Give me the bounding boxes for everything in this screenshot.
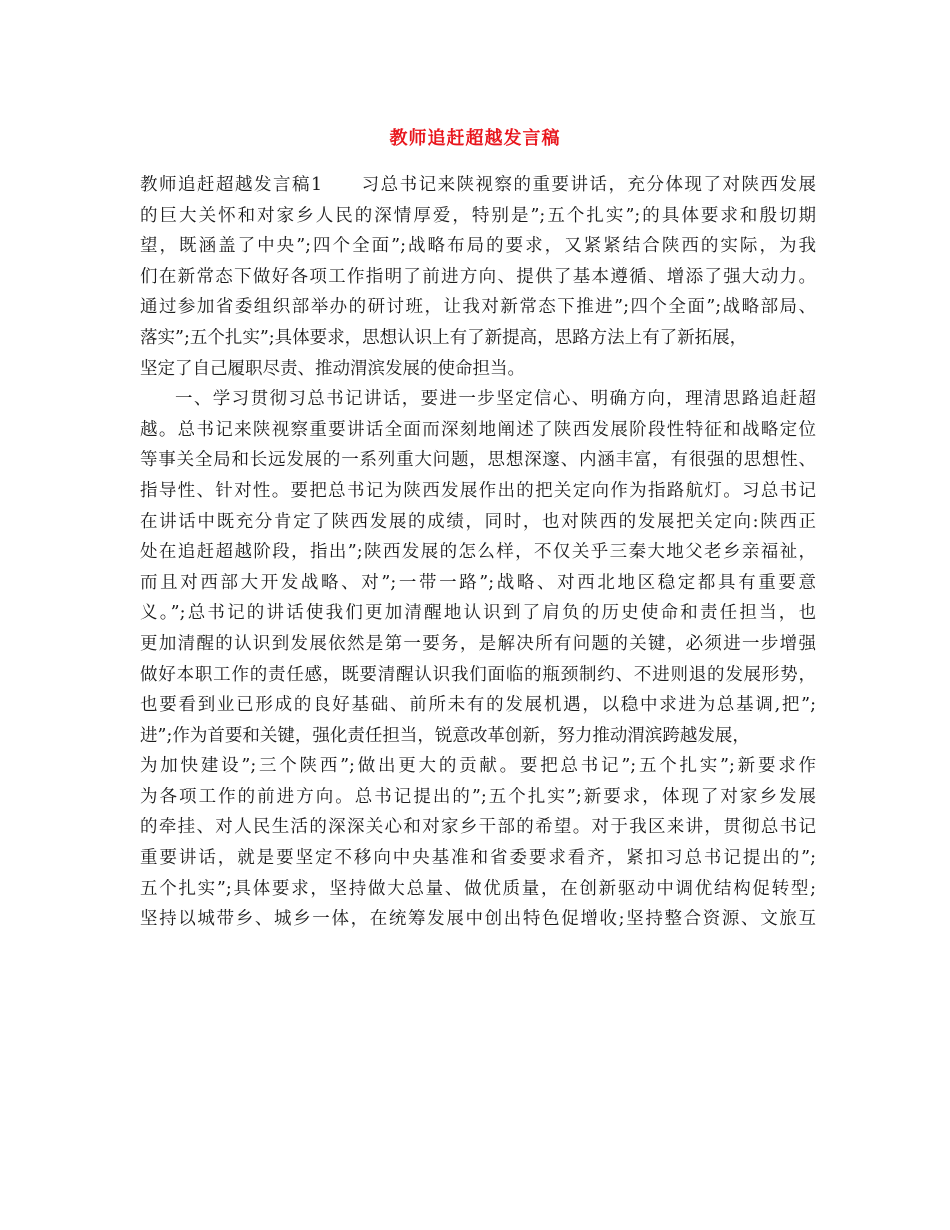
text-line: 等事关全局和长远发展的一系列重大问题，思想深邃、内涵丰富，有很强的思想性、 xyxy=(140,450,816,471)
text-line: 更加清醒的认识到发展依然是第一要务，是解决所有问题的关键，必须进一步增强 xyxy=(140,633,816,654)
text-line: 做好本职工作的责任感，既要清醒认识我们面临的瓶颈制约、不进则退的发展形势， xyxy=(140,664,816,685)
document-body xyxy=(140,170,816,935)
text-line: 为各项工作的前进方向。总书记提出的”;五个扎实”;新要求，体现了对家乡发展 xyxy=(140,786,816,807)
text-line: 们在新常态下做好各项工作指明了前进方向、提供了基本遵循、增添了强大动力。 xyxy=(140,266,816,287)
text-line: 教师追赶超越发言稿1 习总书记来陕视察的重要讲话，充分体现了对陕西发展 xyxy=(140,175,816,195)
text-line: 落实”;五个扎实”;具体要求，思想认识上有了新提高，思路方法上有了新拓展， xyxy=(140,327,748,348)
text-line: 望，既涵盖了中央”;四个全面”;战略布局的要求，又紧紧结合陕西的实际，为我 xyxy=(140,236,816,257)
text-line: 通过参加省委组织部举办的研讨班，让我对新常态下推进”;四个全面”;战略部局、 xyxy=(140,297,816,318)
paragraph-first-line: 一、学习贯彻习总书记讲话，要进一步坚定信心、明确方向，理清思路追赶超 xyxy=(175,389,816,410)
text-line: 处在追赶超越阶段，指出”;陕西发展的怎么样，不仅关乎三秦大地父老乡亲福祉， xyxy=(140,542,816,563)
text-line: 的巨大关怀和对家乡人民的深情厚爱，特别是”;五个扎实”;的具体要求和殷切期 xyxy=(140,205,816,226)
document-title: 教师追赶超越发言稿 xyxy=(389,128,561,149)
text-line: 重要讲话，就是要坚定不移向中央基准和省委要求看齐，紧扣习总书记提出的”; xyxy=(140,848,816,869)
text-line: 指导性、针对性。要把总书记为陕西发展作出的把关定向作为指路航灯。习总书记 xyxy=(140,480,816,501)
text-line: 义。”;总书记的讲话使我们更加清醒地认识到了肩负的历史使命和责任担当，也 xyxy=(140,603,816,624)
text-line: 为加快建设”;三个陕西”;做出更大的贡献。要把总书记”;五个扎实”;新要求作 xyxy=(140,756,816,777)
text-line: 在讲话中既充分肯定了陕西发展的成绩，同时，也对陕西的发展把关定向:陕西正 xyxy=(140,511,816,532)
text-line: 进”;作为首要和关键，强化责任担当，锐意改革创新，努力推动渭滨跨越发展， xyxy=(140,725,750,746)
text-line: 五个扎实”;具体要求，坚持做大总量、做优质量，在创新驱动中调优结构促转型; xyxy=(140,878,816,899)
text-line: 而且对西部大开发战略、对”;一带一路”;战略、对西北地区稳定都具有重要意 xyxy=(140,572,816,593)
text-line: 越。总书记来陕视察重要讲话全面而深刻地阐述了陕西发展阶段性特征和战略定位 xyxy=(140,419,816,440)
text-line: 的牵挂、对人民生活的深深关心和对家乡干部的希望。对于我区来讲，贯彻总书记 xyxy=(140,817,816,838)
text-line: 坚持以城带乡、城乡一体，在统筹发展中创出特色促增收;坚持整合资源、文旅互 xyxy=(140,909,816,930)
text-line: 也要看到业已形成的良好基础、前所未有的发展机遇，以稳中求进为总基调,把”; xyxy=(140,695,816,716)
text-line: 坚定了自己履职尽责、推动渭滨发展的使命担当。 xyxy=(140,358,525,379)
